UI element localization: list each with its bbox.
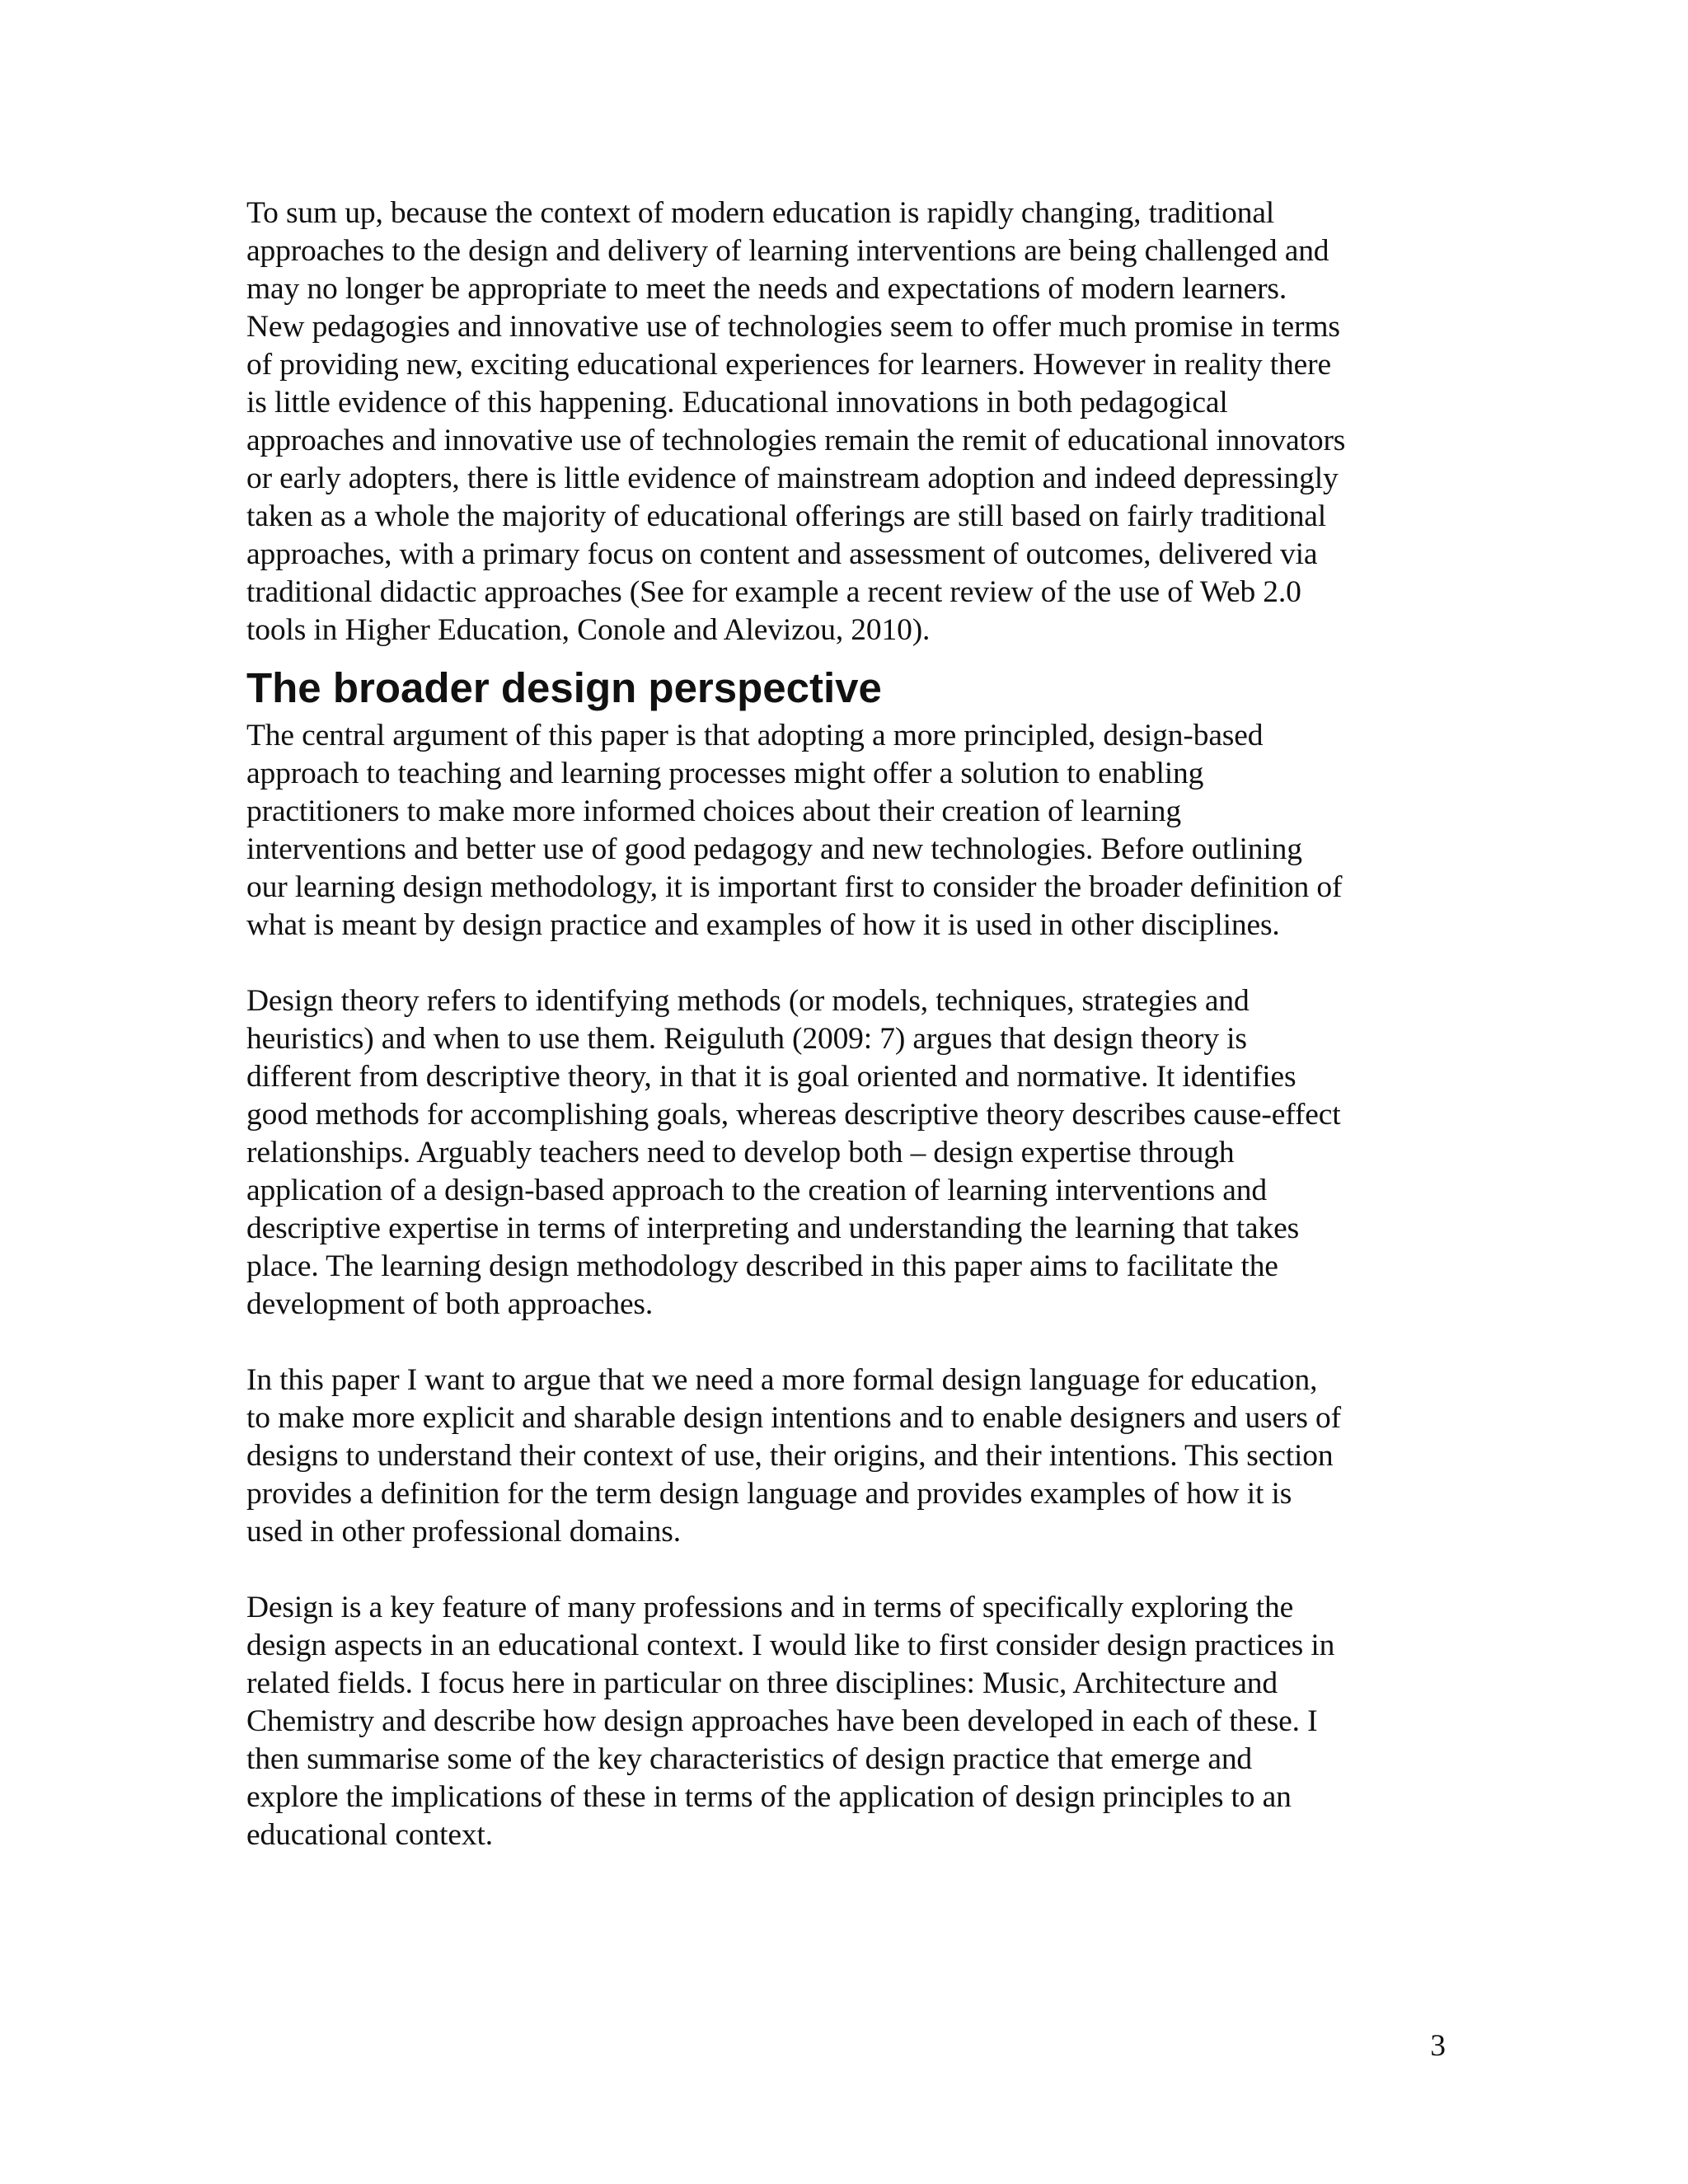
text-line: tools in Higher Education, Conole and Alevizou, 2010). (246, 613, 931, 647)
text-line: In this paper I want to argue that we need a more formal design language for education, (246, 1363, 1318, 1397)
page-number: 3 (1430, 2029, 1446, 2063)
text-line: Design theory refers to identifying methods (or models, techniques, strategies and (246, 984, 1250, 1018)
design-perspective-section (246, 717, 1446, 1854)
text-line: or early adopters, there is little evidence of mainstream adoption and indeed depressingly (246, 462, 1339, 495)
text-line: Design is a key feature of many professions and in terms of specifically exploring the (246, 1591, 1294, 1624)
text-line: related fields. I focus here in particular on three disciplines: Music, Architecture and (246, 1666, 1278, 1700)
section-heading: The broader design perspective (246, 664, 882, 711)
text-line: to make more explicit and sharable design intentions and to enable designers and users of (246, 1401, 1341, 1435)
text-line: educational context. (246, 1818, 493, 1852)
text-line: approaches to the design and delivery of learning interventions are being challenged and (246, 234, 1329, 268)
text-line: application of a design-based approach to the creation of learning interventions and (246, 1174, 1267, 1207)
body-paragraph-2 (246, 982, 1446, 1324)
text-line: our learning design methodology, it is important first to consider the broader definition of (246, 870, 1343, 904)
text-line: relationships. Arguably teachers need to develop both – design expertise through (246, 1136, 1235, 1169)
text-line: The central argument of this paper is that adopting a more principled, design-based (246, 719, 1264, 752)
text-line: good methods for accomplishing goals, whereas descriptive theory describes cause-effect (246, 1098, 1341, 1132)
text-line: approach to teaching and learning processes might offer a solution to enabling (246, 757, 1204, 790)
text-line: practitioners to make more informed choices about their creation of learning (246, 794, 1181, 828)
text-line: New pedagogies and innovative use of technologies seem to offer much promise in terms (246, 310, 1340, 344)
text-line: descriptive expertise in terms of interpreting and understanding the learning that takes (246, 1212, 1300, 1245)
text-line: approaches and innovative use of technologies remain the remit of educational innovators (246, 424, 1346, 457)
text-line: what is meant by design practice and examples of how it is used in other disciplines. (246, 908, 1280, 942)
text-line: design aspects in an educational context. I would like to first consider design practices in (246, 1629, 1335, 1662)
text-line: traditional didactic approaches (See for example a recent review of the use of Web 2.0 (246, 575, 1301, 609)
text-line: explore the implications of these in terms of the application of design principles to an (246, 1780, 1292, 1814)
text-line: heuristics) and when to use them. Reiguluth (2009: 7) argues that design theory is (246, 1022, 1247, 1056)
text-line: To sum up, because the context of modern education is rapidly changing, traditional (246, 196, 1275, 230)
text-line: then summarise some of the key characteristics of design practice that emerge and (246, 1742, 1253, 1776)
text-line: development of both approaches. (246, 1287, 654, 1321)
body-paragraph-1 (246, 717, 1446, 944)
text-line: place. The learning design methodology described in this paper aims to facilitate the (246, 1249, 1278, 1283)
text-line: used in other professional domains. (246, 1515, 681, 1549)
text-line: Chemistry and describe how design approaches have been developed in each of these. I (246, 1704, 1318, 1738)
text-line: interventions and better use of good pedagogy and new technologies. Before outlining (246, 832, 1302, 866)
page-content (246, 194, 1446, 1854)
body-paragraph-4 (246, 1589, 1446, 1854)
text-line: designs to understand their context of use, their origins, and their intentions. This section (246, 1439, 1334, 1473)
text-line: of providing new, exciting educational experiences for learners. However in reality there (246, 348, 1331, 382)
text-line: provides a definition for the term design language and provides examples of how it is (246, 1477, 1292, 1511)
text-line: different from descriptive theory, in that it is goal oriented and normative. It identifies (246, 1060, 1296, 1094)
text-line: is little evidence of this happening. Educational innovations in both pedagogical (246, 386, 1228, 419)
text-line: approaches, with a primary focus on content and assessment of outcomes, delivered via (246, 537, 1318, 571)
text-line: taken as a whole the majority of educational offerings are still based on fairly traditional (246, 499, 1327, 533)
text-line: may no longer be appropriate to meet the needs and expectations of modern learners. (246, 272, 1287, 306)
intro-paragraph-1 (246, 194, 1446, 649)
body-paragraph-3 (246, 1361, 1446, 1551)
intro-section (246, 194, 1446, 649)
